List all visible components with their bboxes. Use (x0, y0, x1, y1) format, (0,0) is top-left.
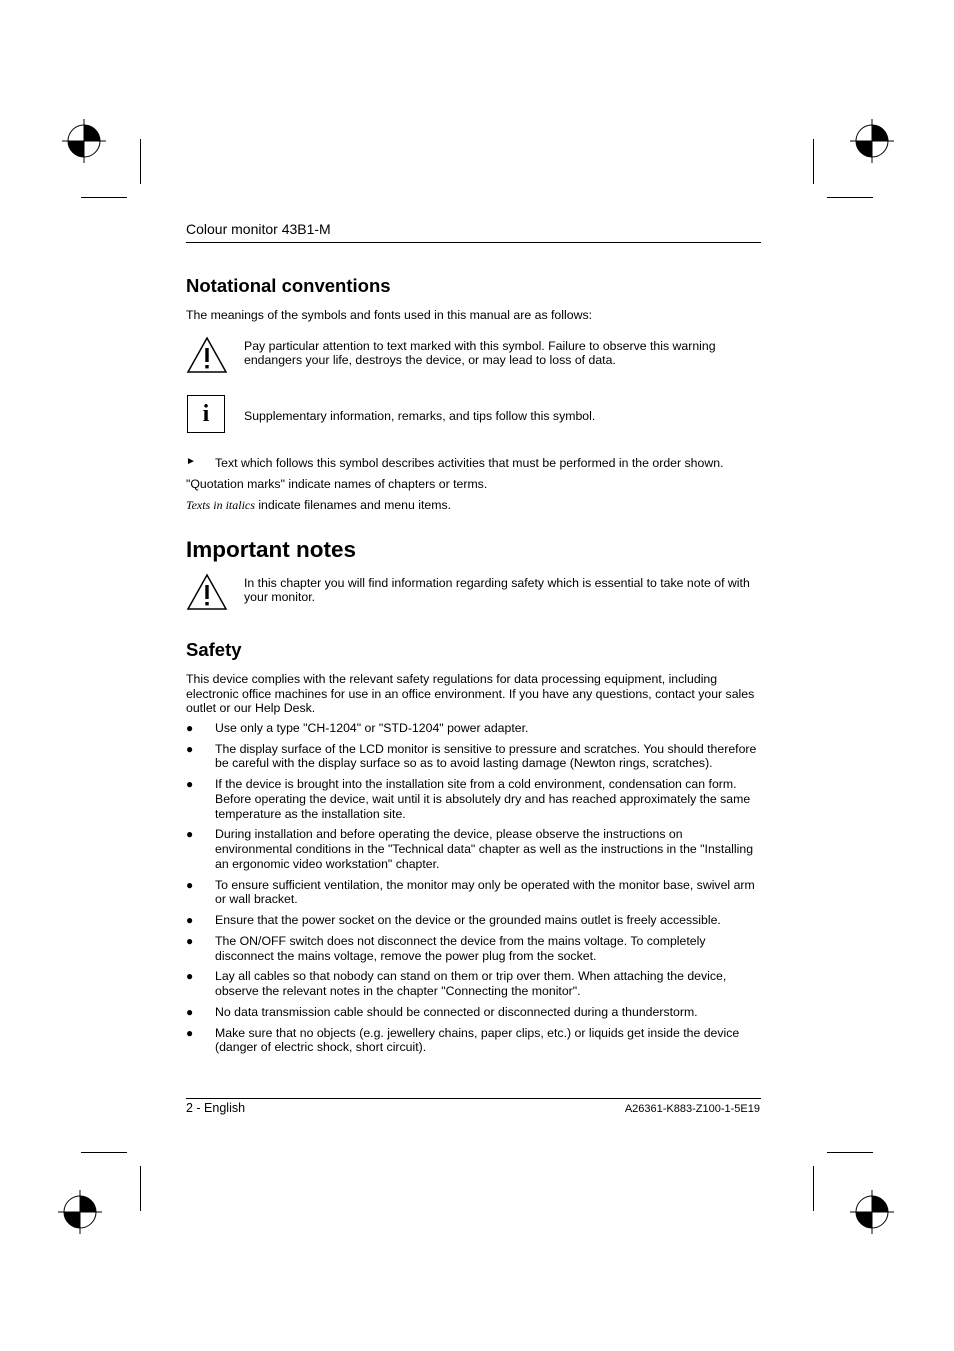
crop-mark (81, 197, 127, 198)
list-item (186, 969, 761, 998)
running-header: Colour monitor 43B1-M (186, 221, 331, 237)
quotation-marks-description: "Quotation marks" indicate names of chapters or terms. (186, 477, 488, 491)
list-item (186, 878, 761, 907)
list-item-text: Use only a type "CH-1204" or "STD-1204" power adapter. (215, 721, 529, 735)
list-item (186, 742, 761, 771)
bullet-icon: ● (186, 721, 194, 735)
crop-mark (140, 139, 141, 184)
italics-sample: Texts in italics (186, 498, 255, 512)
crop-mark (827, 197, 873, 198)
section-heading-notational: Notational conventions (186, 275, 391, 296)
list-item (186, 934, 761, 963)
list-item-text: To ensure sufficient ventilation, the monitor may only be operated with the monitor base, swivel arm or wall bracket. (215, 877, 755, 907)
bullet-icon: ● (186, 913, 194, 928)
info-symbol-description: Supplementary information, remarks, and tips follow this symbol. (244, 409, 596, 423)
section-heading-important-notes: Important notes (186, 537, 357, 562)
bullet-icon: ● (186, 877, 194, 892)
registration-mark-icon (850, 119, 894, 163)
registration-mark-icon (850, 1190, 894, 1234)
crop-mark (813, 1166, 814, 1211)
list-item (186, 721, 761, 736)
document-code: A26361-K883-Z100-1-5E19 (624, 1103, 760, 1115)
warning-triangle-icon (186, 336, 228, 374)
bullet-icon: ● (186, 933, 194, 948)
list-item-text: The display surface of the LCD monitor is sensitive to pressure and scratches. You should therefore be careful with the display surface so as to avoid lasting damage (Newton rings, scratches). (215, 741, 757, 771)
safety-list (186, 721, 761, 1061)
list-item-text: The ON/OFF switch does not disconnect the device from the mains voltage. To completely disconnect the mains voltage, remove the power plug from the socket. (215, 933, 706, 963)
bullet-icon: ● (186, 1025, 194, 1040)
registration-mark-icon (62, 119, 106, 163)
list-item-text: Make sure that no objects (e.g. jewellery chains, paper clips, etc.) or liquids get inside the device (danger of electric shock, short circuit). (215, 1025, 740, 1055)
list-item (186, 913, 761, 928)
warning-symbol-description: Pay particular attention to text marked with this symbol. Failure to observe this warning endangers your life, destroys the device, or may lead to loss of data. (244, 339, 716, 367)
italics-description (186, 498, 761, 513)
bullet-icon: ● (186, 827, 194, 842)
list-item-text: During installation and before operating the device, please observe the instructions on environmental conditions in the "Technical data" chapter as well as the instructions in the "Installing an ergonomic video workstation" chapter. (215, 827, 754, 871)
arrow-symbol-description: Text which follows this symbol describes activities that must be performed in the order shown. (215, 456, 724, 470)
notational-intro: The meanings of the symbols and fonts used in this manual are as follows: (186, 308, 593, 322)
info-icon: i (187, 395, 225, 433)
bullet-icon: ● (186, 741, 194, 756)
list-item (186, 777, 761, 821)
list-item (186, 1026, 761, 1055)
list-item (186, 827, 761, 871)
safety-intro: This device complies with the relevant safety regulations for data processing equipment, including electronic office machines for use in an office environment. If you have any questions, contact your sales outlet or our Help Desk. (186, 672, 755, 716)
crop-mark (827, 1152, 873, 1153)
important-notes-warning: In this chapter you will find information regarding safety which is essential to take note of with your monitor. (244, 576, 750, 604)
warning-triangle-icon (186, 573, 228, 611)
page-number: 2 - English (186, 1101, 246, 1115)
italics-description-rest: indicate filenames and menu items. (254, 498, 452, 512)
list-item (186, 1005, 761, 1020)
list-item-text: If the device is brought into the installation site from a cold environment, condensation can form. Before operating the device, wait until it is absolutely dry and has reached approximately the same temperature as the installation site. (215, 777, 751, 821)
registration-mark-icon (58, 1190, 102, 1234)
bullet-icon: ● (186, 969, 194, 984)
list-item-text: Ensure that the power socket on the device or the grounded mains outlet is freely accessible. (215, 913, 721, 928)
bullet-icon: ● (186, 1004, 194, 1019)
crop-mark (81, 1152, 127, 1153)
footer-rule (186, 1098, 761, 1099)
crop-mark (813, 139, 814, 184)
list-item-text: Lay all cables so that nobody can stand on them or trip over them. When attaching the device, observe the relevant notes in the chapter "Connecting the monitor". (215, 969, 727, 998)
bullet-icon: ● (186, 777, 194, 792)
arrow-bullet-icon: ► (186, 456, 196, 467)
section-heading-safety: Safety (186, 639, 242, 660)
list-item-text: No data transmission cable should be connected or disconnected during a thunderstorm. (215, 1004, 698, 1019)
crop-mark (140, 1166, 141, 1211)
header-rule (186, 242, 761, 243)
